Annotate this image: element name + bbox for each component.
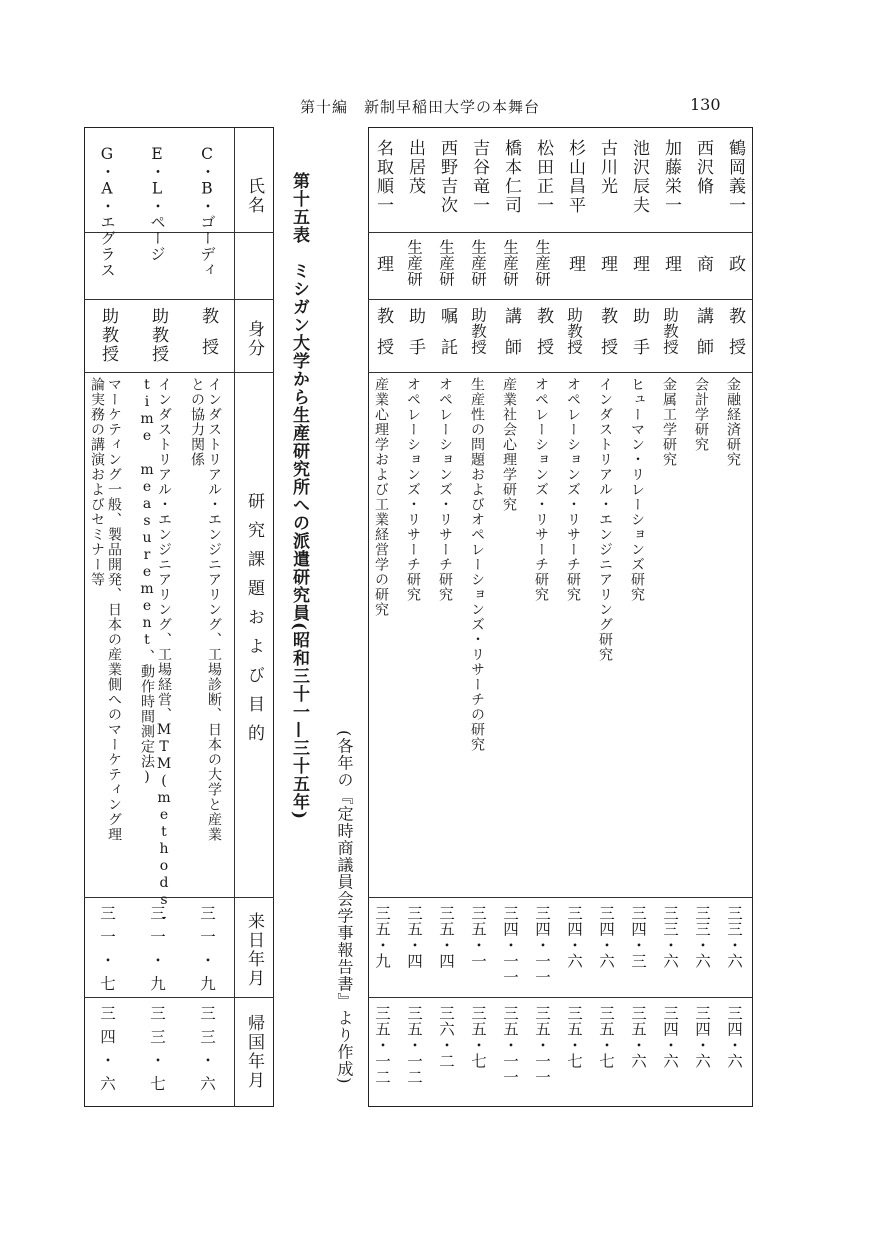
row-return: 三五・七 — [597, 1005, 615, 1069]
row-arrival: 三四・一一 — [501, 905, 519, 985]
row-arrival: 三一・七 — [98, 905, 116, 999]
row-faculty: 生産研 — [405, 239, 423, 287]
row-name: 西野吉次 — [437, 139, 457, 215]
row-research: オペレーションズ・リサーチ研究 — [565, 377, 581, 602]
row-faculty: 政 — [725, 255, 745, 274]
table-source-note: (各年の『定時商議員会学事報告書』より作成) — [335, 730, 354, 1085]
row-return: 三五・七 — [469, 1005, 487, 1069]
row-arrival: 三三・六 — [661, 905, 679, 969]
row-return: 三三・六 — [198, 1005, 216, 1099]
row-name: G・A・エグラス — [98, 145, 116, 278]
row-name: 池沢辰夫 — [629, 139, 649, 215]
row-research-line: 論実務の講演およびセミナー等 — [89, 377, 105, 587]
row-name: 吉谷竜一 — [469, 139, 489, 215]
row-arrival: 三三・六 — [693, 905, 711, 969]
row-return: 三五・一二 — [373, 1005, 391, 1085]
row-rank: 助手 — [629, 307, 649, 369]
row-name: 橋本仁司 — [501, 139, 521, 215]
row-research: ヒューマン・リレーションズ研究 — [629, 377, 645, 602]
row-name: 松田正一 — [533, 139, 553, 215]
row-name: E・L・ページ — [148, 145, 166, 262]
row-research-line: time measurement、動作時間測定法) — [139, 377, 155, 786]
row-arrival: 三一・九 — [148, 905, 166, 999]
row-faculty: 理 — [597, 255, 617, 274]
row-rank: 教授 — [597, 307, 617, 369]
row-faculty: 理 — [629, 255, 649, 274]
row-return: 三四・六 — [725, 1005, 743, 1069]
row-rank: 助教授 — [148, 307, 168, 364]
row-return: 三三・七 — [148, 1005, 166, 1099]
row-research-line: インダストリアル・エンジニアリング、工場診断、日本の大学と産業 — [206, 377, 222, 842]
table-15 — [84, 127, 274, 1107]
continued-table — [368, 127, 753, 1107]
row-research: オペレーションズ・リサーチ研究 — [437, 377, 453, 602]
row-faculty: 生産研 — [469, 239, 487, 287]
row-arrival: 三五・九 — [373, 905, 391, 969]
row-research: 会計学研究 — [693, 377, 709, 452]
row-research-line: インダストリアル・エンジニアリング、工場経営、MTM(methods- — [156, 377, 172, 926]
header-arrival: 来日年月 — [244, 912, 264, 988]
row-faculty: 理 — [373, 255, 393, 274]
row-faculty: 商 — [693, 255, 713, 274]
header-rank: 身分 — [244, 320, 264, 358]
row-research: インダストリアル・エンジニアリング研究 — [597, 377, 613, 662]
header-name: 氏名 — [244, 177, 264, 215]
row-rank: 講師 — [693, 307, 713, 369]
row-research: オペレーションズ・リサーチ研究 — [533, 377, 549, 602]
row-rank: 嘱託 — [437, 307, 457, 369]
row-return: 三五・七 — [565, 1005, 583, 1069]
row-rank: 助教授 — [661, 307, 679, 355]
table-title: 第十五表 ミシガン大学から生産研究所への派遣研究員(昭和三十一—三十五年) — [289, 172, 309, 821]
row-name: 名取順一 — [373, 139, 393, 215]
row-return: 三五・一一 — [533, 1005, 551, 1085]
row-research: 生産性の問題およびオペレーションズ・リサーチの研究 — [469, 377, 485, 752]
row-arrival: 三五・四 — [405, 905, 423, 969]
row-research: 金属工学研究 — [661, 377, 677, 467]
row-return: 三四・六 — [98, 1005, 116, 1099]
row-rank: 講師 — [501, 307, 521, 369]
row-arrival: 三五・一 — [469, 905, 487, 969]
row-rank: 教授 — [725, 307, 745, 369]
row-name: C・B・ゴーディ — [198, 145, 216, 278]
row-arrival: 三四・一一 — [533, 905, 551, 985]
page-number: 130 — [690, 95, 721, 114]
row-faculty: 生産研 — [437, 239, 455, 287]
row-faculty: 生産研 — [533, 239, 551, 287]
row-rank: 助手 — [405, 307, 425, 369]
row-arrival: 三一・九 — [198, 905, 216, 999]
page-header: 第十編 新制早稲田大学の本舞台 — [300, 98, 541, 116]
row-return: 三四・六 — [693, 1005, 711, 1069]
row-arrival: 三三・六 — [725, 905, 743, 969]
row-name: 出居茂 — [405, 139, 425, 196]
row-return: 三五・一二 — [405, 1005, 423, 1085]
row-arrival: 三四・六 — [597, 905, 615, 969]
header-research: 研究課題および目的 — [244, 492, 264, 753]
row-faculty: 理 — [661, 255, 681, 274]
row-return: 三四・六 — [661, 1005, 679, 1069]
header-return: 帰国年月 — [244, 1014, 264, 1090]
row-research-line: マーケティング一般、製品開発、日本の産業側へのマーケティング理 — [106, 377, 122, 842]
row-rank: 助教授 — [565, 307, 583, 355]
row-rank: 教授 — [373, 307, 393, 369]
row-rank: 助教授 — [469, 307, 487, 355]
row-research: オペレーションズ・リサーチ研究 — [405, 377, 421, 602]
row-faculty: 生産研 — [501, 239, 519, 287]
row-arrival: 三五・四 — [437, 905, 455, 969]
row-return: 三六・二 — [437, 1005, 455, 1069]
row-research: 産業社会心理学研究 — [501, 377, 517, 512]
row-return: 三五・六 — [629, 1005, 647, 1069]
row-research: 産業心理学および工業経営学の研究 — [373, 377, 389, 617]
row-rank: 助教授 — [98, 307, 118, 364]
row-name: 古川光 — [597, 139, 617, 196]
row-return: 三五・一一 — [501, 1005, 519, 1085]
row-name: 加藤栄一 — [661, 139, 681, 215]
row-name: 杉山昌平 — [565, 139, 585, 215]
row-rank: 教授 — [533, 307, 553, 369]
row-research: 金融経済研究 — [725, 377, 741, 467]
row-faculty: 理 — [565, 255, 585, 274]
row-name: 鶴岡義一 — [725, 139, 745, 215]
row-research-line: との協力関係 — [189, 377, 205, 467]
row-name: 西沢脩 — [693, 139, 713, 196]
row-arrival: 三四・六 — [565, 905, 583, 969]
row-rank: 教授 — [198, 307, 218, 369]
row-arrival: 三四・三 — [629, 905, 647, 969]
